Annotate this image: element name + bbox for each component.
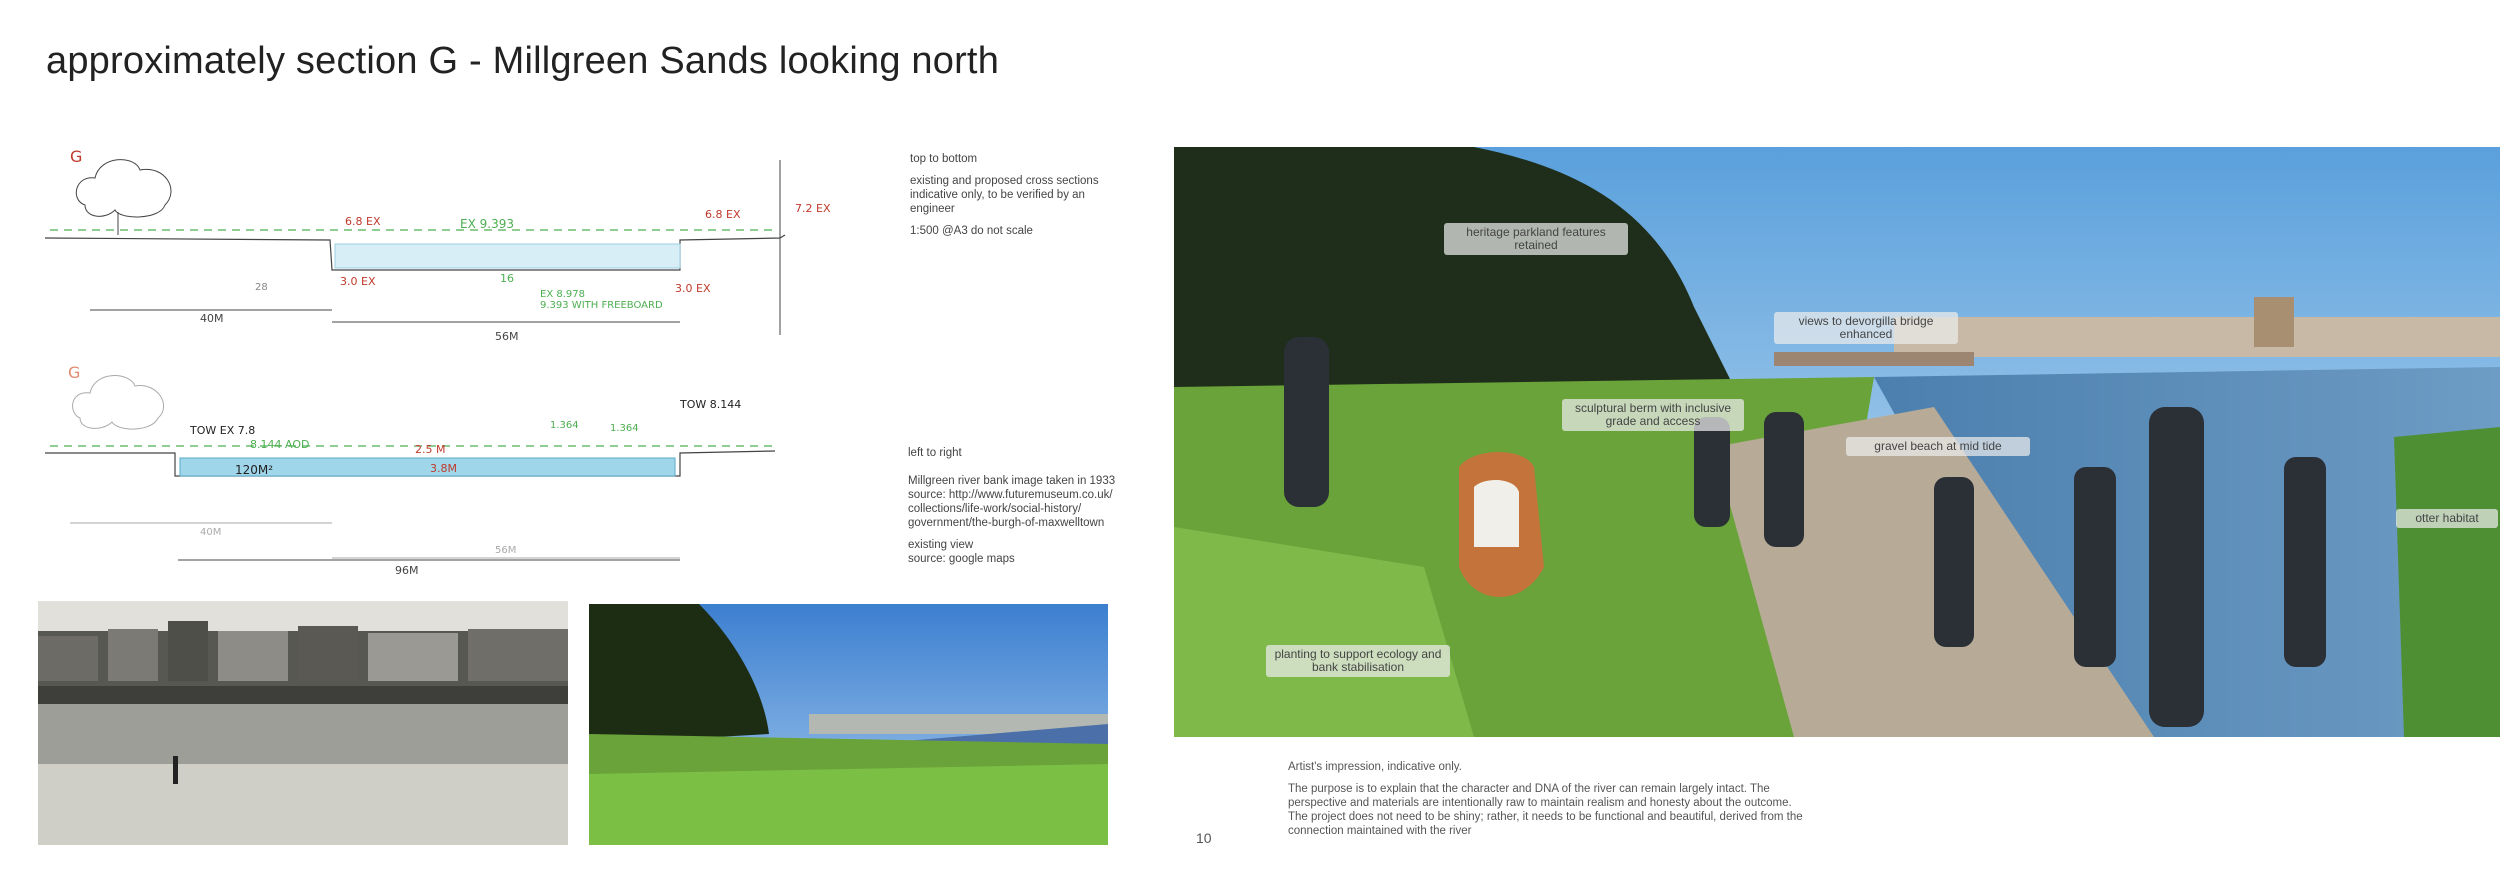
- label-planting: planting to support ecology and bank stabilisation: [1266, 645, 1450, 677]
- artist-impression: [1174, 147, 2500, 737]
- width-left-label: 40M: [200, 527, 222, 538]
- label-berm: sculptural berm with inclusive grade and access: [1562, 399, 1744, 431]
- area-label: 120M²: [235, 463, 274, 477]
- section-marker: G: [70, 147, 83, 166]
- notes-top: [910, 152, 1110, 246]
- width-main-label: 56M: [495, 330, 519, 343]
- tick-label: 28: [255, 282, 268, 293]
- notes-text: existing and proposed cross sections indicative only, to be verified by an engineer: [910, 175, 1099, 215]
- aod-label: 8.144 AOD: [250, 438, 310, 451]
- ex-level-label: EX 9.393: [460, 217, 514, 231]
- depth-2: 3.8M: [430, 462, 457, 475]
- cross-section-existing: [40, 140, 860, 350]
- bed-mark: 16: [500, 272, 514, 285]
- notes-photo-date: Millgreen river bank image taken in 1933: [908, 475, 1116, 487]
- far-right-label: 7.2 EX: [795, 202, 831, 215]
- tow-left-label: TOW EX 7.8: [190, 424, 256, 437]
- label-views: views to devorgilla bridge enhanced: [1774, 312, 1958, 344]
- label-heritage: heritage parkland features retained: [1444, 223, 1628, 255]
- width-main-label: 56M: [495, 545, 517, 556]
- bed-left-label: 3.0 EX: [340, 275, 376, 288]
- tree-icon: [76, 160, 171, 217]
- notes-source-maps: source: google maps: [908, 553, 1015, 565]
- label-otter: otter habitat: [2396, 509, 2498, 528]
- caption-line-1: Artist's impression, indicative only.: [1288, 761, 1462, 773]
- notes-scale: 1:500 @A3 do not scale: [910, 225, 1033, 237]
- level-1: 1.364: [550, 420, 579, 431]
- page-title: approximately section G - Millgreen Sands looking north: [46, 40, 1000, 82]
- caption-line-2: The purpose is to explain that the character and DNA of the river can remain largely intact. The perspective and materials are intentionally raw to maintain realism and honesty about the outcome. The project does not need to be shiny; rather, it needs to be functional and beautiful, derived from the connection maintained with the river: [1288, 783, 1803, 837]
- tree-icon: [73, 376, 164, 430]
- notes-heading: left to right: [908, 447, 962, 459]
- freeboard-1: EX 8.978: [540, 289, 585, 300]
- cross-section-proposed: [40, 358, 860, 578]
- historic-photo: [38, 601, 568, 845]
- width-left-label: 40M: [200, 312, 224, 325]
- left-bank-label: 6.8 EX: [345, 215, 381, 228]
- right-bank-label: 6.8 EX: [705, 208, 741, 221]
- level-2: 1.364: [610, 423, 639, 434]
- depth-1: 2.5 M: [415, 443, 446, 456]
- section-marker: G: [68, 363, 81, 382]
- notes-bottom: [908, 446, 1120, 574]
- label-gravel: gravel beach at mid tide: [1846, 437, 2030, 456]
- freeboard-2: 9.393 WITH FREEBOARD: [540, 300, 663, 311]
- notes-source-url: source: http://www.futuremuseum.co.uk/ collections/life-work/social-history/ government/the-burgh-of-maxwelltown: [908, 489, 1113, 529]
- rendering-caption: [1288, 760, 1808, 846]
- notes-existing-view: existing view: [908, 539, 974, 551]
- notes-heading: top to bottom: [910, 153, 978, 165]
- page-number: 10: [1196, 830, 1212, 846]
- bed-right-label: 3.0 EX: [675, 282, 711, 295]
- width-total-label: 96M: [395, 564, 419, 577]
- tow-right-label: TOW 8.144: [680, 398, 742, 411]
- existing-view-photo: [589, 604, 1108, 845]
